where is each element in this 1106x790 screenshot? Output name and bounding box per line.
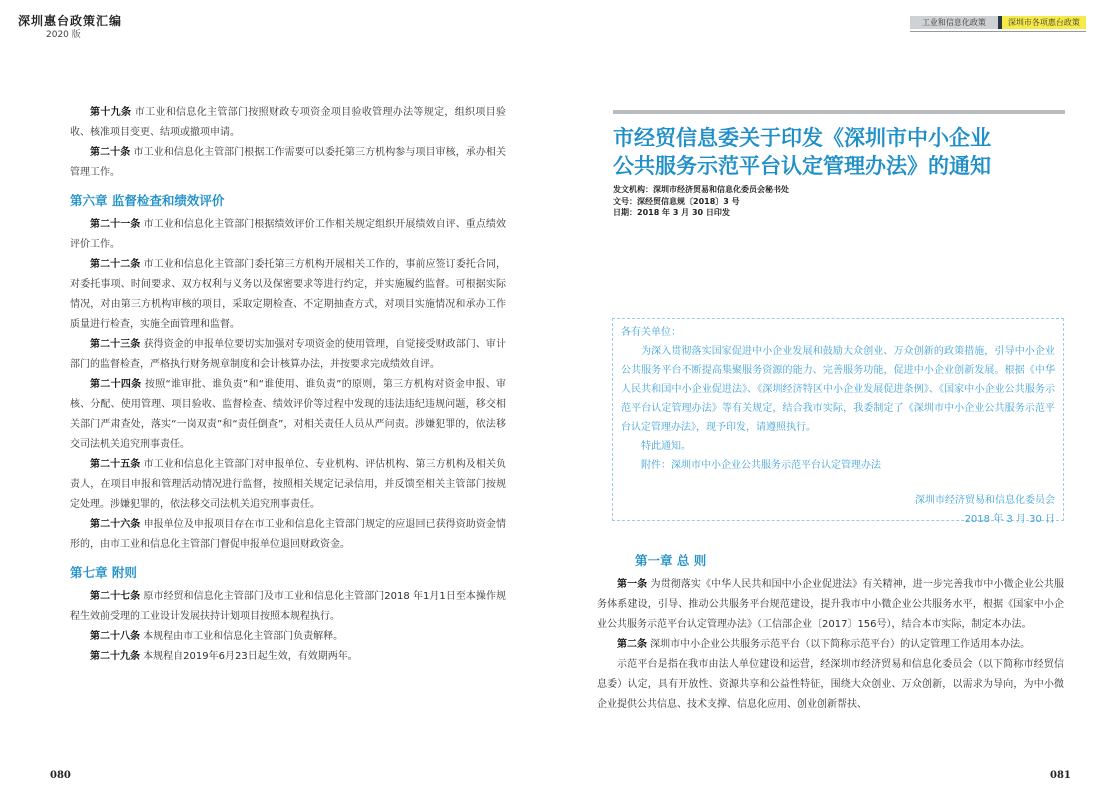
article-paragraph: 第二十四条 按照“谁审批、谁负责”和“谁使用、谁负责”的原则，第三方机构对资金申报、审核、分配、使用管理、项目验收、监督检查、绩效评价等过程中发现的违法违纪违规问题，移交相关部门严肃查处，落实“一岗双责”和“责任倒查”，对相关责任人员从严问责。涉嫌犯罪的，依法移交司法机关追究刑事责任。: [70, 379, 507, 450]
book-edition: 2020 版: [46, 30, 81, 40]
right-page-body: [597, 551, 1064, 715]
document-title: 市经贸信息委关于印发《深圳市中小企业 公共服务示范平台认定管理办法》的通知: [613, 126, 991, 178]
article-paragraph: 第一条 为贯彻落实《中华人民共和国中小企业促进法》有关精神，进一步完善我市中小微企业公共服务体系建设，引导、推动公共服务平台规范建设，提升我市中小微企业公共服务水平，根据《国家中小企业公共服务示范平台认定管理办法》（工信部企业〔2017〕156号），结合本市实际，制定本办法。: [597, 579, 1064, 630]
book-title: 深圳惠台政策汇编: [18, 14, 123, 28]
notice-signature: 深圳市经济贸易和信息化委员会: [915, 495, 1055, 506]
notice-attachment[interactable]: 附件：深圳市中小企业公共服务示范平台认定管理办法: [641, 460, 881, 471]
notice-greeting: 各有关单位：: [621, 327, 681, 338]
article-paragraph: 第二十条 市工业和信息化主管部门根据工作需要可以委托第三方机构参与项目审核，承办相关管理工作。: [70, 147, 506, 178]
article-paragraph: 第二十五条 市工业和信息化主管部门对申报单位、专业机构、评估机构、第三方机构及相关负责人，在项目申报和管理活动情况进行监督，按照相关规定记录信用，并反馈至相关主管部门按规定处理。涉嫌犯罪的，依法移交司法机关追究刑事责任。: [70, 459, 506, 510]
chapter-heading: 第七章 附则: [70, 565, 137, 580]
article-group-b: [70, 215, 506, 555]
page-number-right: 081: [1050, 770, 1071, 781]
page-number-left: 080: [50, 770, 71, 781]
notice-box: [612, 318, 1064, 525]
tab-industry-policy[interactable]: 工业和信息化政策: [910, 16, 998, 29]
meta-issuer: 发文机构：深圳市经济贸易和信息化委员会秘书处: [613, 185, 789, 194]
notice-body: 为深入贯彻落实国家促进中小企业发展和鼓励大众创业、万众创新的政策措施，引导中小企业公共服务平台不断提高集聚服务资源的能力、完善服务功能，促进中小企业创新发展。根据《中华人民共和国中小企业促进法》、《深圳经济特区中小企业发展促进条例》、《国家中小企业公共服务示范平台认定管理办法》等有关规定，结合我市实际，我委制定了《深圳市中小企业公共服务示范平台认定管理办法》，现予印发，请遵照执行。: [621, 346, 1055, 433]
header-divider: [910, 31, 1086, 32]
chapter-heading: 第六章 监督检查和绩效评价: [70, 193, 225, 208]
section-tabs: [910, 16, 1086, 29]
article-paragraph: 第二十三条 获得资金的申报单位要切实加强对专项资金的使用管理，自觉接受财政部门、审计部门的监督检查，严格执行财务规章制度和会计核算办法，并按要求完成绩效自评。: [70, 339, 506, 370]
chapter-heading: 第一章 总 则: [635, 553, 707, 568]
article-paragraph: 第二十二条 市工业和信息化主管部门委托第三方机构开展相关工作的，事前应签订委托合同，对委托事项、时间要求、双方权利与义务以及保密要求等进行约定，并实施履约监督。可根据实际情况，对由第三方机构审核的项目，采取定期检查、不定期抽查方式，对项目实施情况和承办工作质量进行检查，实施全面管理和监督。: [70, 259, 506, 330]
article-paragraph: 第二十六条 申报单位及申报项目存在市工业和信息化主管部门规定的应退回已获得资助资金情形的，由市工业和信息化主管部门督促申报单位退回财政资金。: [70, 519, 506, 550]
article-paragraph: 第二十八条 本规程由市工业和信息化主管部门负责解释。: [90, 631, 344, 642]
notice-sign-date: 2018 年 3 月 30 日: [964, 514, 1055, 525]
article-paragraph: 第二十一条 市工业和信息化主管部门根据绩效评价工作相关规定组织开展绩效自评、重点绩效评价工作。: [70, 219, 506, 250]
tab-shenzhen-policy[interactable]: 深圳市各项惠台政策: [998, 16, 1086, 29]
title-rule: [613, 110, 1065, 114]
article-paragraph: 第二条 深圳市中小企业公共服务示范平台（以下简称示范平台）的认定管理工作适用本办法。: [617, 639, 1031, 650]
article-paragraph: 第二十七条 原市经贸和信息化主管部门及市工业和信息化主管部门2018 年1月1日至本操作规程生效前受理的工业设计发展扶持计划项目按照本规程执行。: [70, 591, 507, 622]
article-paragraph: 第二十九条 本规程自2019年6月23日起生效，有效期两年。: [90, 651, 358, 662]
meta-date: 日期：2018 年 3 月 30 日印发: [613, 208, 730, 217]
left-page-body: [70, 103, 506, 667]
meta-docno: 文号：深经贸信息规〔2018〕3 号: [613, 196, 740, 206]
article-group-c: [70, 587, 506, 667]
article-paragraph: 第十九条 市工业和信息化主管部门按照财政专项资金项目验收管理办法等规定，组织项目验收、核准项目变更、结项或撤项申请。: [70, 107, 506, 138]
notice-closing: 特此通知。: [641, 441, 691, 452]
document-meta: [613, 184, 789, 219]
article-paragraph: 示范平台是指在我市由法人单位建设和运营，经深圳市经济贸易和信息化委员会（以下简称市经贸信息委）认定，具有开放性、资源共享和公益性特征，围绕大众创业、万众创新，以需求为导向，为中小微企业提供公共信息、技术支撑、信息化应用、创业创新帮扶、: [597, 659, 1064, 710]
article-group-a: [70, 103, 506, 183]
spacer: [621, 475, 1055, 491]
